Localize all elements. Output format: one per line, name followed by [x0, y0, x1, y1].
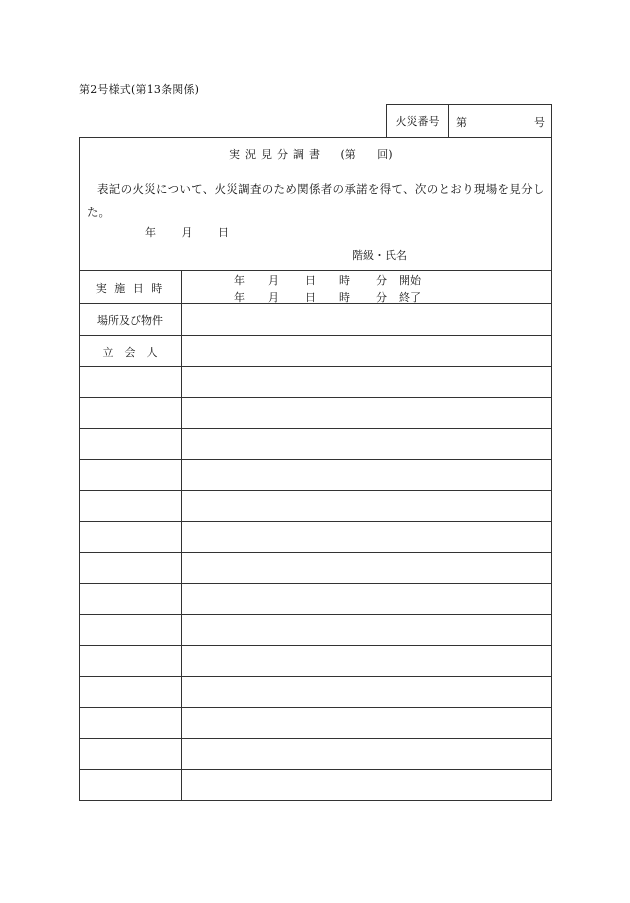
- fire-number-label: 火災番号: [387, 105, 449, 137]
- date-month: 月: [181, 226, 193, 239]
- signature-label: 階級・氏名: [352, 249, 407, 262]
- start-datetime-line: [234, 272, 421, 288]
- date-day: 日: [218, 226, 229, 239]
- end-day: 日: [305, 291, 316, 304]
- intro-line-1: 表記の火災について、火災調査のため関係者の承諾を得て、次のとおり現場を見分し: [97, 182, 545, 196]
- report-title-text: 実況見分調書: [229, 148, 325, 161]
- table-divider: [79, 707, 552, 708]
- table-divider: [79, 335, 552, 336]
- fire-number-suffix: 号: [534, 116, 545, 129]
- table-divider: [79, 397, 552, 398]
- table-divider: [79, 552, 552, 553]
- report-number-close: 回): [377, 148, 393, 161]
- table-divider: [79, 769, 552, 770]
- start-status: 開始: [399, 274, 421, 287]
- table-divider: [79, 270, 552, 271]
- report-number-open: (第: [340, 148, 356, 161]
- table-divider: [79, 521, 552, 522]
- place-label: 場所及び物件: [97, 314, 163, 327]
- end-minute: 分: [376, 291, 387, 304]
- table-divider: [79, 645, 552, 646]
- end-hour: 時: [339, 291, 350, 304]
- date-year: 年: [145, 226, 156, 239]
- end-status: 終了: [399, 291, 421, 304]
- table-divider: [79, 366, 552, 367]
- table-divider: [79, 459, 552, 460]
- table-divider: [79, 676, 552, 677]
- form-number-label: 第2号様式(第13条関係): [79, 83, 200, 96]
- start-day: 日: [305, 274, 316, 287]
- end-year: 年: [234, 291, 245, 304]
- start-minute: 分: [376, 274, 387, 287]
- intro-line-2: た。: [87, 205, 110, 219]
- table-divider: [79, 490, 552, 491]
- report-title: [229, 146, 393, 162]
- table-column-divider: [181, 270, 182, 801]
- impl-datetime-label: 実 施 日 時: [95, 282, 165, 295]
- table-divider: [79, 583, 552, 584]
- table-divider: [79, 738, 552, 739]
- report-date: [145, 224, 251, 240]
- fire-number-prefix: 第: [456, 116, 467, 129]
- start-year: 年: [234, 274, 245, 287]
- start-hour: 時: [339, 274, 350, 287]
- table-divider: [79, 428, 552, 429]
- witness-label: 立 会 人: [102, 346, 158, 359]
- fire-number-box: [386, 104, 552, 137]
- table-divider: [79, 303, 552, 304]
- table-divider: [79, 614, 552, 615]
- end-month: 月: [268, 291, 279, 304]
- start-month: 月: [268, 274, 279, 287]
